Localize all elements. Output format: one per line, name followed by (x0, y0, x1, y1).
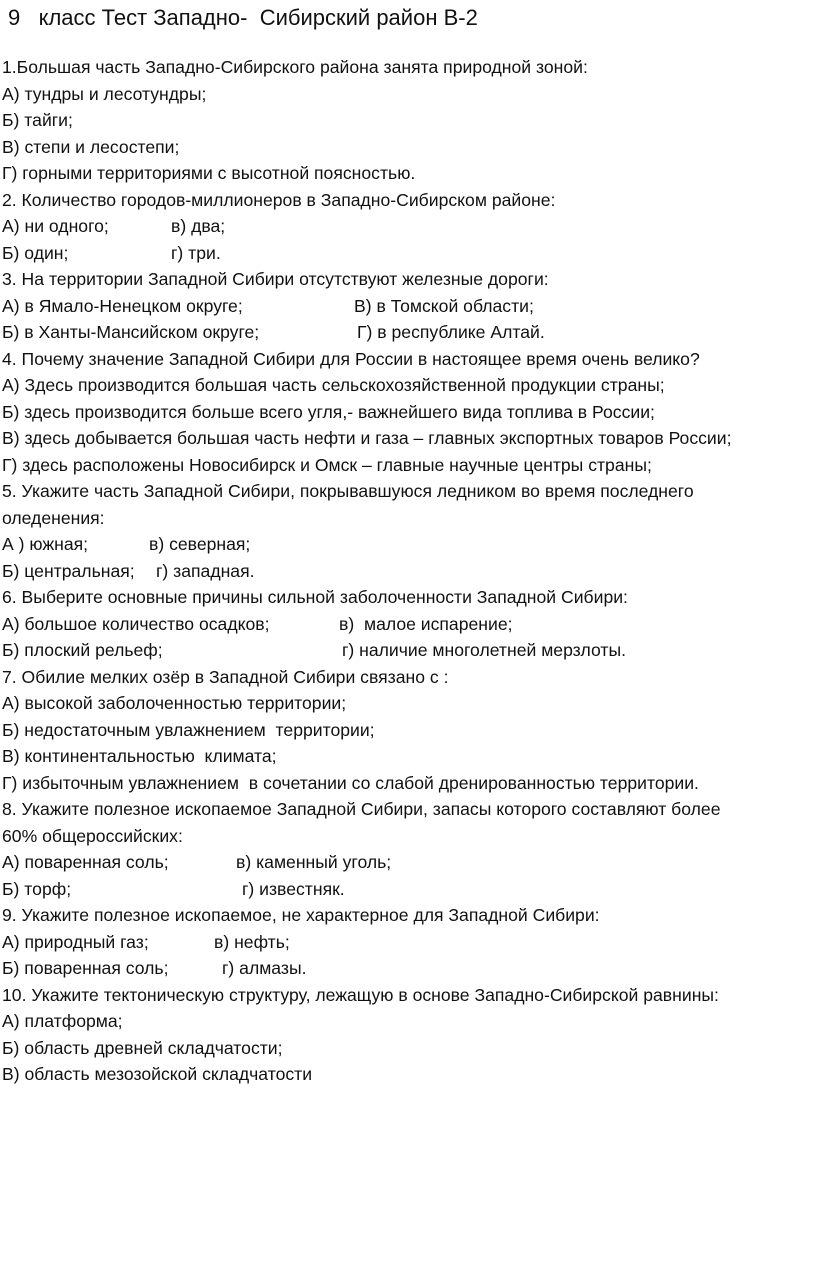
question-8-option-c: Б) торф; (2, 878, 72, 899)
question-10-option-c: В) область мезозойской складчатости (2, 1064, 313, 1084)
question-9-row-2 (2, 955, 814, 982)
question-4-option-c: В) здесь добывается большая часть нефти и газа – главных экспортных товаров России; (2, 428, 732, 448)
question-5-row-2 (2, 558, 814, 585)
question-1-option-d: Г) горными территориями с высотной поясностью. (2, 163, 416, 183)
question-9-option-d: г) алмазы. (222, 958, 307, 978)
questions-list (2, 54, 814, 1088)
question-7-option-c: В) континентальностью климата; (2, 746, 277, 766)
question-5-option-c: Б) центральная; (2, 560, 135, 581)
question-7-option-b: Б) недостаточным увлажнением территории; (2, 719, 375, 740)
question-6-text: 6. Выберите основные причины сильной заболоченности Западной Сибири: (2, 587, 628, 607)
page-title: 9 класс Тест Западно- Сибирский район В-2 (8, 5, 478, 30)
question-5-option-d: г) западная. (156, 560, 255, 581)
question-9-option-b: в) нефть; (214, 931, 290, 952)
question-6-option-d: г) наличие многолетней мерзлоты. (342, 640, 626, 660)
question-7-option-a: А) высокой заболоченностью территории; (2, 693, 347, 713)
question-5-text-line-2: оледенения: (2, 507, 105, 528)
question-3-text: 3. На территории Западной Сибири отсутствуют железные дороги: (2, 269, 549, 289)
question-1-option-b: Б) тайги; (2, 110, 73, 130)
question-2-option-d: г) три. (171, 242, 221, 263)
question-8-row-1 (2, 849, 814, 876)
question-6-option-c: Б) плоский рельеф; (2, 640, 163, 660)
question-5-text-line-1: 5. Укажите часть Западной Сибири, покрывавшуюся ледником во время последнего (2, 481, 694, 501)
question-7-option-d: Г) избыточным увлажнением в сочетании со слабой дренированностью территории. (2, 772, 699, 793)
question-6-option-a: А) большое количество осадков; (2, 613, 270, 634)
question-5-option-b: в) северная; (149, 534, 251, 554)
question-6-row-1 (2, 611, 814, 638)
question-2-row-2 (2, 240, 814, 267)
question-5-row-1 (2, 531, 814, 558)
question-10-text: 10. Укажите тектоническую структуру, лежащую в основе Западно-Сибирской равнины: (2, 984, 719, 1005)
question-5-option-a: А ) южная; (2, 534, 89, 554)
question-1-text: 1.Большая часть Западно-Сибирского района занята природной зоной: (2, 57, 588, 77)
question-1-option-a: А) тундры и лесотундры; (2, 83, 207, 104)
question-3-option-d: Г) в республике Алтай. (357, 322, 545, 342)
question-8-row-2 (2, 876, 814, 903)
question-4-option-a: А) Здесь производится большая часть сельскохозяйственной продукции страны; (2, 375, 665, 395)
question-3-option-a: А) в Ямало-Ненецком округе; (2, 295, 243, 316)
question-4-option-d: Г) здесь расположены Новосибирск и Омск – главные научные центры страны; (2, 454, 652, 475)
question-9-option-c: Б) поваренная соль; (2, 958, 169, 978)
question-1-option-c: В) степи и лесостепи; (2, 136, 180, 157)
question-9-option-a: А) природный газ; (2, 931, 149, 952)
question-3-row-2 (2, 319, 814, 346)
question-7-text: 7. Обилие мелких озёр в Западной Сибири связано с : (2, 666, 449, 687)
question-3-option-b: В) в Томской области; (354, 295, 534, 316)
question-8-option-a: А) поваренная соль; (2, 852, 169, 872)
question-6-option-b: в) малое испарение; (339, 613, 513, 634)
question-8-option-d: г) известняк. (242, 878, 345, 899)
question-8-text-line-1: 8. Укажите полезное ископаемое Западной Сибири, запасы которого составляют более (2, 799, 721, 819)
question-3-row-1 (2, 293, 814, 320)
question-8-text-line-2: 60% общероссийских: (2, 825, 183, 846)
question-2-option-b: в) два; (171, 216, 226, 236)
question-3-option-c: Б) в Ханты-Мансийском округе; (2, 322, 260, 342)
question-8-option-b: в) каменный уголь; (236, 852, 392, 872)
question-2-text: 2. Количество городов-миллионеров в Западно-Сибирском районе: (2, 189, 556, 210)
question-2-option-c: Б) один; (2, 242, 69, 263)
question-10-option-b: Б) область древней складчатости; (2, 1037, 283, 1058)
question-4-text: 4. Почему значение Западной Сибири для России в настоящее время очень велико? (2, 348, 700, 369)
question-4-option-b: Б) здесь производится больше всего угля,- важнейшего вида топлива в России; (2, 401, 655, 422)
question-9-text: 9. Укажите полезное ископаемое, не характерное для Западной Сибири: (2, 905, 600, 925)
question-10-option-a: А) платформа; (2, 1011, 123, 1031)
question-2-option-a: А) ни одного; (2, 216, 109, 236)
question-2-row-1 (2, 213, 814, 240)
question-9-row-1 (2, 929, 814, 956)
question-6-row-2 (2, 637, 814, 664)
